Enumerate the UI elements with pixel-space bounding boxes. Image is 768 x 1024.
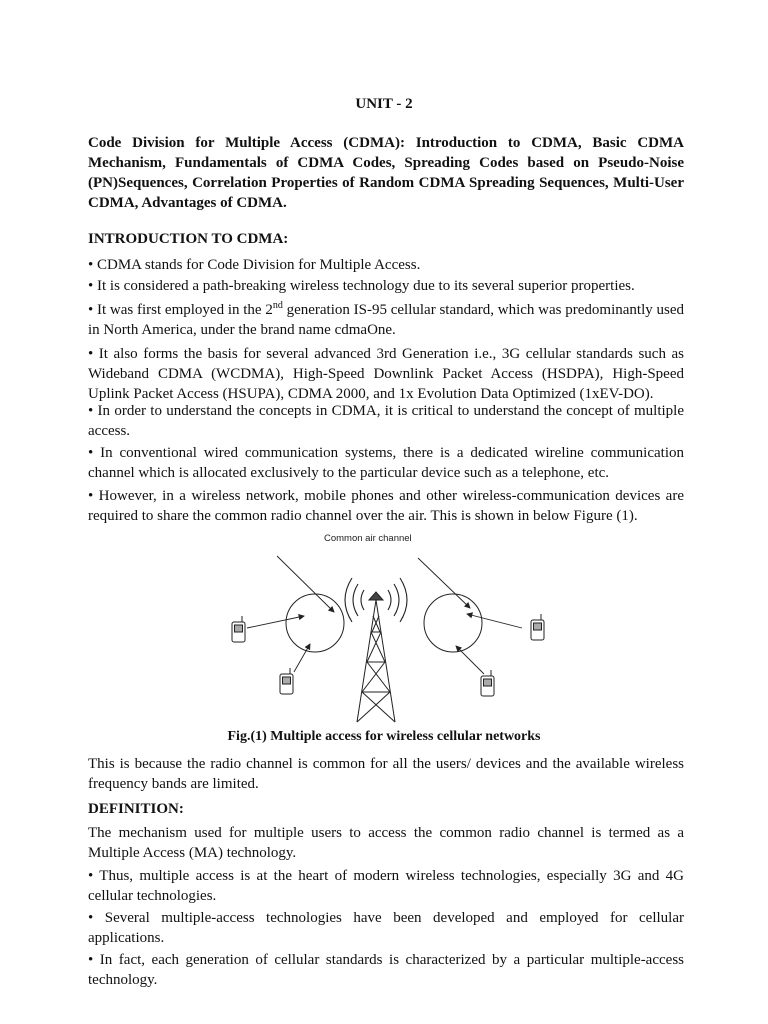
cell-right bbox=[424, 594, 482, 652]
intro-bullet-7: • However, in a wireless network, mobile phones and other wireless-communication devices are required to share the common radio channel over the air. This is shown in below Figure (1). bbox=[88, 488, 684, 524]
definition-heading: DEFINITION: bbox=[88, 801, 184, 817]
phone-icon bbox=[481, 670, 494, 696]
unit-title: UNIT - 2 bbox=[355, 96, 413, 112]
phone-icon bbox=[531, 614, 544, 640]
definition-bullet-1: • Thus, multiple access is at the heart of modern wireless technologies, especially 3G and 4G cellular technologies. bbox=[88, 868, 684, 904]
intro-bullet-2: • It is considered a path-breaking wireless technology due to its several superior properties. bbox=[88, 278, 635, 294]
intro-bullet-1: • CDMA stands for Code Division for Multiple Access. bbox=[88, 257, 421, 273]
bullet-3-pre: • It was first employed in the 2 bbox=[88, 302, 273, 318]
definition-paragraph: The mechanism used for multiple users to access the common radio channel is termed as a Multiple Access (MA) technology. bbox=[88, 825, 684, 861]
bullet-3-post: generation IS-95 cellular standard, which was predominantly used in North America, under the brand name cdmaOne. bbox=[88, 302, 684, 338]
multiple-access-figure bbox=[222, 528, 548, 726]
intro-bullet-5: • In order to understand the concepts in CDMA, it is critical to understand the concept of multiple access. bbox=[88, 403, 684, 439]
after-figure-paragraph: This is because the radio channel is common for all the users/ devices and the available wireless frequency bands are limited. bbox=[88, 756, 684, 792]
figure-caption: Fig.(1) Multiple access for wireless cellular networks bbox=[227, 729, 541, 744]
intro-heading: INTRODUCTION TO CDMA: bbox=[88, 231, 289, 247]
intro-bullet-3 bbox=[88, 300, 684, 340]
phone-icon bbox=[232, 616, 245, 642]
phone-icon bbox=[280, 668, 293, 694]
definition-bullet-3: • In fact, each generation of cellular standards is characterized by a particular multiple-access technology. bbox=[88, 952, 684, 988]
cell-left bbox=[286, 594, 344, 652]
figure-label: Common air channel bbox=[324, 533, 412, 544]
intro-bullet-6: • In conventional wired communication systems, there is a dedicated wireline communication channel which is allocated exclusively to the particular device such as a telephone, etc. bbox=[88, 445, 684, 481]
unit-summary: Code Division for Multiple Access (CDMA): Introduction to CDMA, Basic CDMA Mechanism, Fundamentals of CDMA Codes, Spreading Codes based on Pseudo-Noise (PN)Sequences, Correlation Properties of Random CDMA Spreading Sequences, Multi-User CDMA, Advantages of CDMA. bbox=[88, 135, 684, 211]
definition-bullet-2: • Several multiple-access technologies have been developed and employed for cellular applications. bbox=[88, 910, 684, 946]
tower-icon bbox=[357, 592, 395, 722]
bullet-3-sup: nd bbox=[272, 300, 283, 311]
intro-bullet-4: • It also forms the basis for several advanced 3rd Generation i.e., 3G cellular standards such as Wideband CDMA (WCDMA), High-Speed Downlink Packet Access (HSDPA), High-Speed Uplink Packet Access (HSUPA), CDMA 2000, and 1x Evolution Data Optimized (1xEV-DO). bbox=[88, 346, 684, 402]
